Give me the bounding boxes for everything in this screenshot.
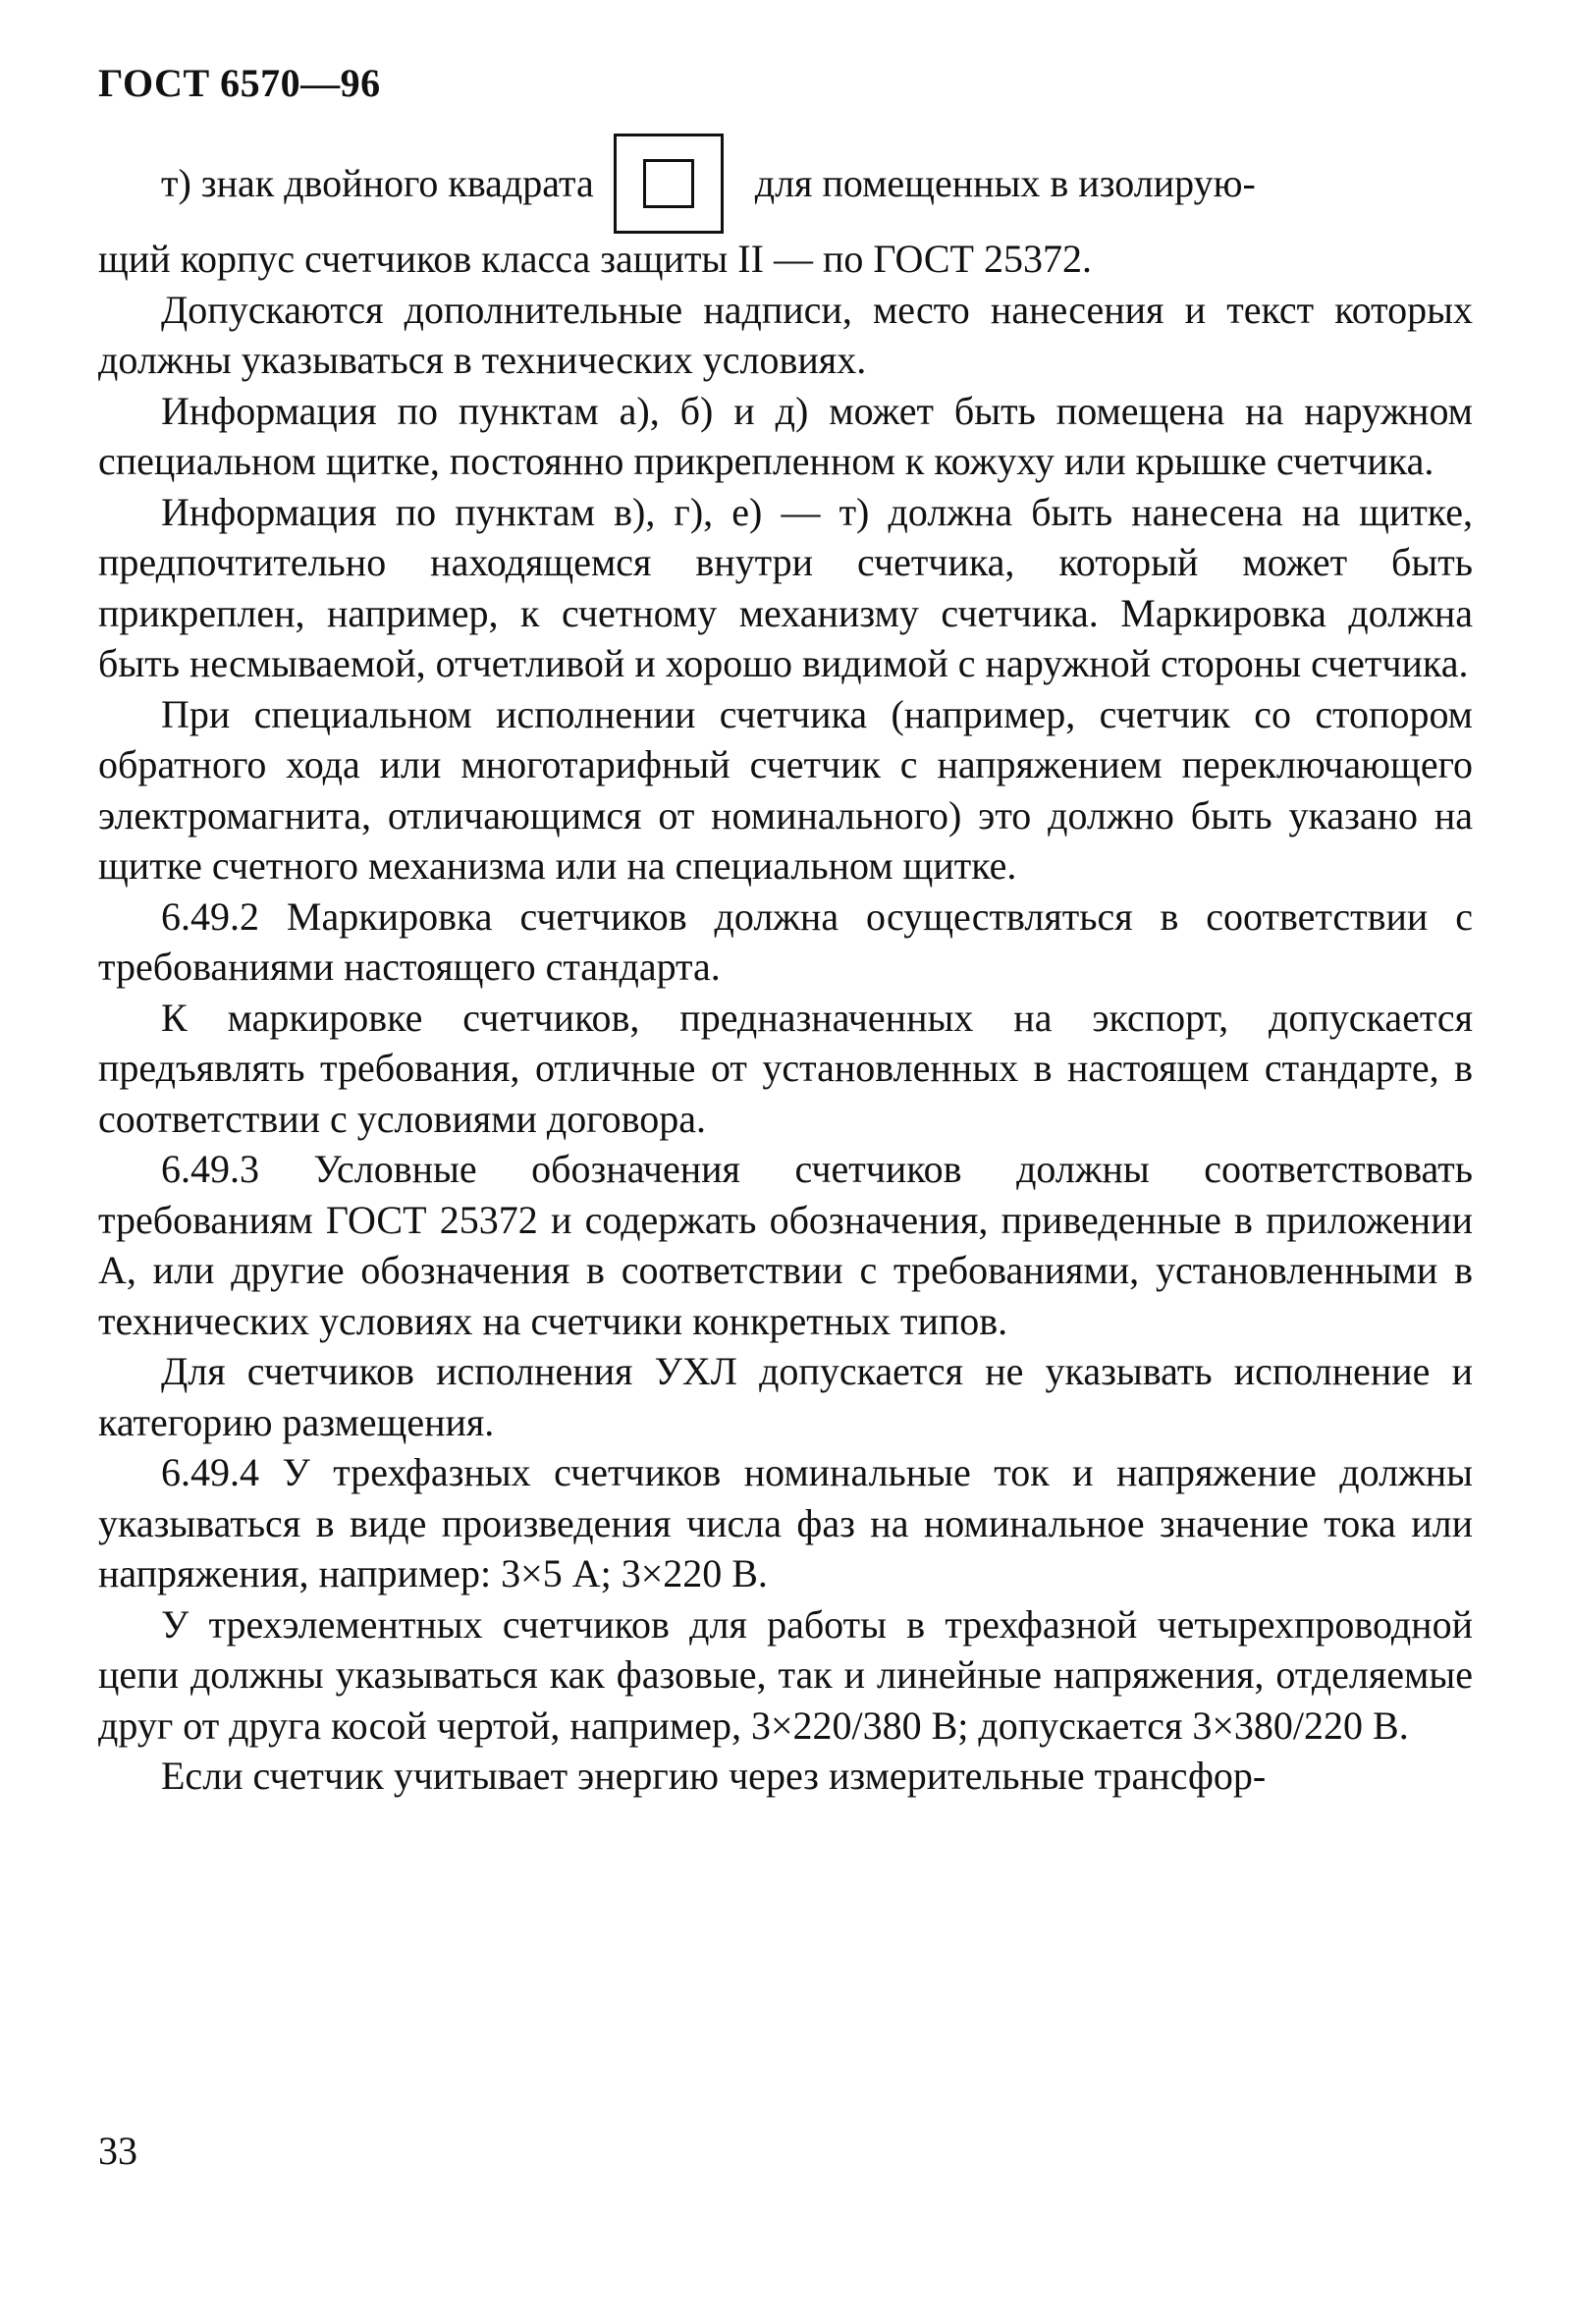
- double-square-icon: [614, 134, 724, 234]
- paragraph-6-49-2: 6.49.2 Маркировка счетчиков должна осуществляться в соответствии с требованиями настоящего стандарта.: [98, 893, 1473, 989]
- paragraph-special-execution: При специальном исполнении счетчика (например, счетчик со стопором обратного хода или многотарифный счетчик с напряжением переключающего электромагнита, отличающимся от номинального) это должно быть указано на щитке счетного механизма или на специальном щитке.: [98, 691, 1473, 888]
- paragraph-inner-plate-info: Информация по пунктам в), г), е) — т) должна быть нанесена на щитке, предпочтительно находящемся внутри счетчика, который может быть прикреплен, например, к счетному механизму счетчика. Маркировка должна быть несмываемой, отчетливой и хорошо видимой с наружной стороны счетчика.: [98, 489, 1473, 685]
- symbol-item-line: [98, 134, 1473, 234]
- paragraph-6-49-4: 6.49.4 У трехфазных счетчиков номинальные ток и напряжение должны указываться в виде произведения числа фаз на номинальное значение тока или напряжения, например: 3×5 А; 3×220 В.: [98, 1450, 1473, 1595]
- document-header: ГОСТ 6570—96: [98, 61, 381, 105]
- paragraph-outer-plate-info: Информация по пунктам а), б) и д) может быть помещена на наружном специальном щитке, постоянно прикрепленном к кожуху или крышке счетчика.: [98, 388, 1473, 483]
- paragraph-export-marking: К маркировке счетчиков, предназначенных на экспорт, допускается предъявлять требования, отличные от установленных в настоящем стандарте, в соответствии с условиями договора.: [98, 995, 1473, 1141]
- symbol-item-text-before: т) знак двойного квадрата: [161, 161, 594, 206]
- paragraph-uhl-execution: Для счетчиков исполнения УХЛ допускается не указывать исполнение и категорию размещения.: [98, 1349, 1473, 1444]
- symbol-item-text-after: для помещенных в изолирую-: [754, 161, 1256, 206]
- page-number: 33: [98, 2129, 137, 2173]
- paragraph-additional-inscriptions: Допускаются дополнительные надписи, место нанесения и текст которых должны указываться в технических условиях.: [98, 287, 1473, 382]
- document-page: [98, 59, 1473, 1802]
- paragraph-three-element-meters: У трехэлементных счетчиков для работы в трехфазной четырехпроводной цепи должны указываться как фазовые, так и линейные напряжения, отделяемые друг от друга косой чертой, например, 3×220/380 В; допускается 3×380/220 В.: [98, 1601, 1473, 1748]
- symbol-item-continuation: щий корпус счетчиков класса защиты II — по ГОСТ 25372.: [98, 237, 1092, 281]
- paragraph-transformers: Если счетчик учитывает энергию через измерительные трансфор-: [161, 1754, 1267, 1798]
- paragraph-6-49-3: 6.49.3 Условные обозначения счетчиков должны соответствовать требованиям ГОСТ 25372 и содержать обозначения, приведенные в приложении А, или другие обозначения в соответствии с требованиями, установленными в технических условиях на счетчики конкретных типов.: [98, 1147, 1473, 1343]
